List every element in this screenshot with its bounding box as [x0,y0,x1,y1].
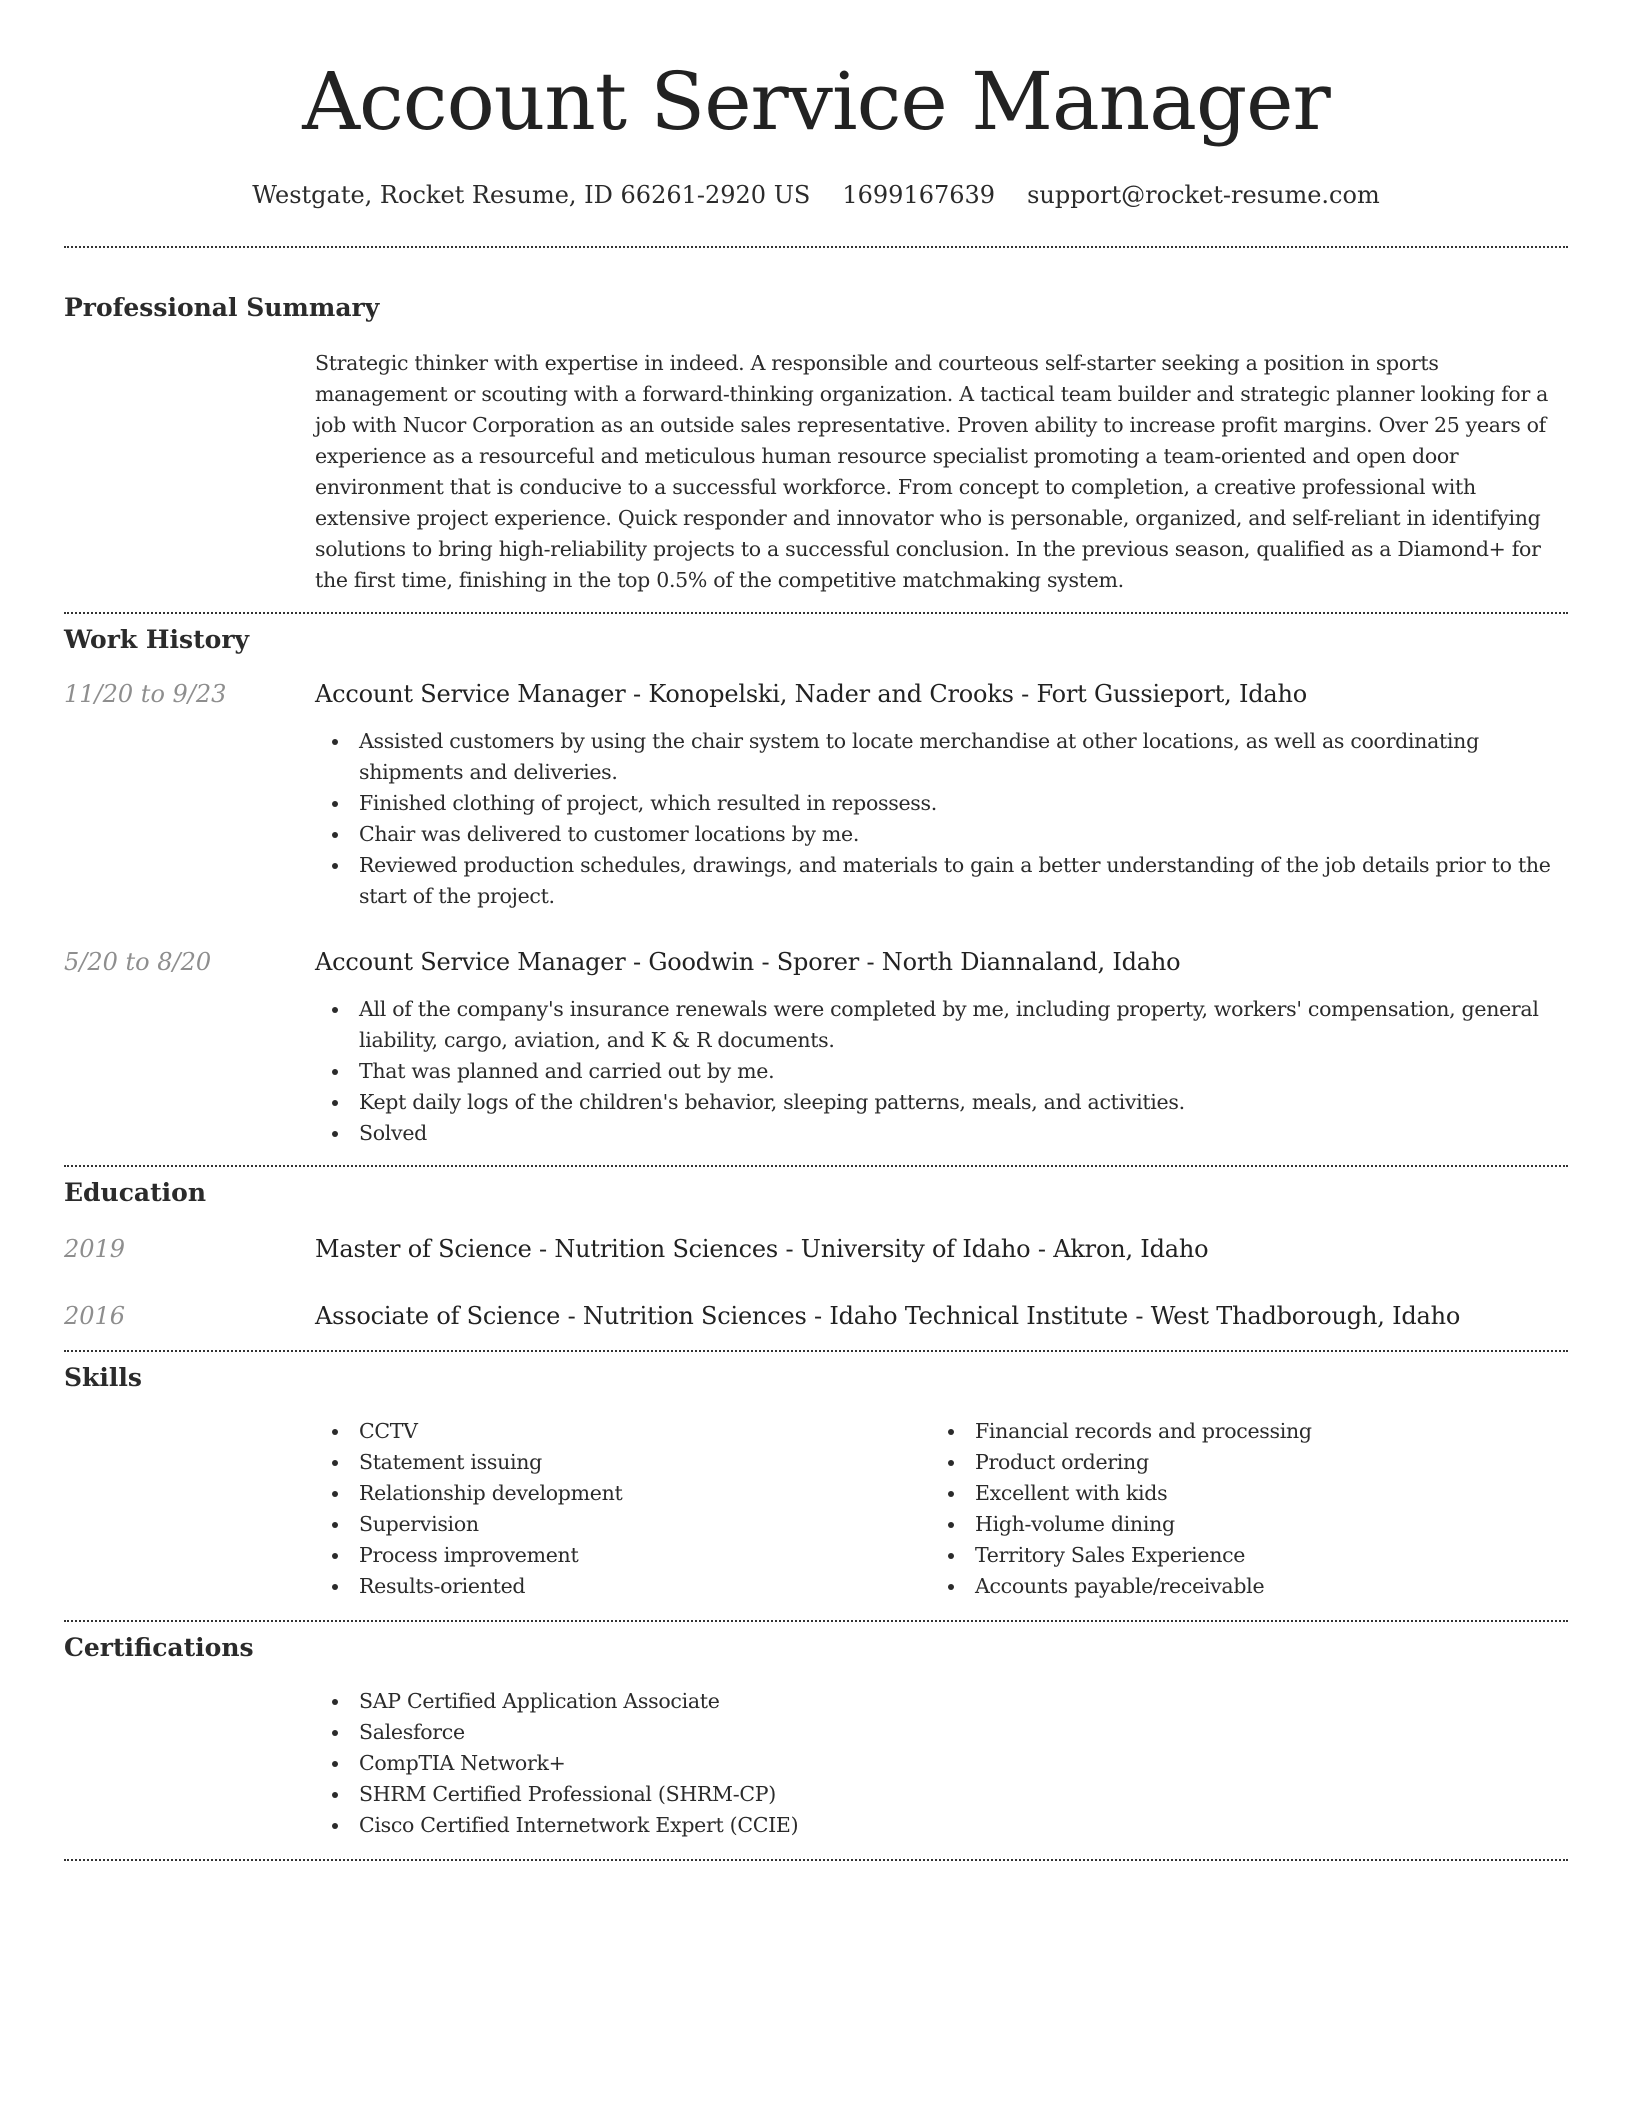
list-item: Product ordering [931,1447,1547,1478]
job-dates: 11/20 to 9/23 [64,680,227,708]
list-item: Kept daily logs of the children's behavior, sleeping patterns, meals, and activities. [315,1087,1568,1118]
certifications-heading: Certifications [64,1633,254,1662]
section-divider [64,246,1568,248]
job-heading: Account Service Manager - Konopelski, Nader and Crooks - Fort Gussieport, Idaho [315,680,1308,708]
resume-name: Account Service Manager [302,55,1330,148]
education-heading-text: Master of Science - Nutrition Sciences - University of Idaho - Akron, Idaho [315,1235,1209,1263]
work-history-heading: Work History [64,625,250,654]
certifications-list [315,1686,1568,1841]
job-bullets [315,726,1568,912]
list-item: Salesforce [315,1717,1568,1748]
education-year: 2016 [64,1302,126,1330]
contact-phone: 1699167639 [842,181,996,209]
list-item: Territory Sales Experience [931,1540,1547,1571]
list-item: Statement issuing [315,1447,931,1478]
skills-section [64,1362,1568,1602]
list-item: Financial records and processing [931,1416,1547,1447]
education-entry [64,1233,1568,1265]
job-heading: Account Service Manager - Goodwin - Sporer - North Diannaland, Idaho [315,948,1181,976]
section-divider [64,1620,1568,1622]
summary-section [64,292,1568,596]
summary-text: Strategic thinker with expertise in indeed. A responsible and courteous self-starter seeking a position in sports management or scouting with a forward-thinking organization. A tactical team builder and strategic planner looking for a job with Nucor Corporation as an outside sales representative. Proven ability to increase profit margins. Over 25 years of experience as a resourceful and meticulous human resource specialist promoting a team-oriented and open door environment that is conducive to a successful workforce. From concept to completion, a creative professional with extensive project experience. Quick responder and innovator who is personable, organized, and self-reliant in identifying solutions to bring high-reliability projects to a successful conclusion. In the previous season, qualified as a Diamond+ for the first time, finishing in the top 0.5% of the competitive matchmaking system. [315,351,1549,592]
contact-line [64,180,1568,210]
summary-heading: Professional Summary [64,293,380,322]
list-item: Relationship development [315,1478,931,1509]
job-entry [64,678,1568,912]
education-year: 2019 [64,1235,126,1263]
contact-address: Westgate, Rocket Resume, ID 66261-2920 US [252,181,811,209]
list-item: Assisted customers by using the chair system to locate merchandise at other locations, as well as coordinating shipments and deliveries. [315,726,1568,788]
list-item: CompTIA Network+ [315,1748,1568,1779]
list-item: Supervision [315,1509,931,1540]
skills-list-right [931,1416,1547,1602]
section-divider [64,612,1568,614]
job-bullets [315,994,1568,1149]
education-section [64,1177,1568,1332]
list-item: Cisco Certified Internetwork Expert (CCIE) [315,1810,1568,1841]
list-item: Excellent with kids [931,1478,1547,1509]
list-item: Process improvement [315,1540,931,1571]
list-item: Solved [315,1118,1568,1149]
list-item: Reviewed production schedules, drawings, and materials to gain a better understanding of the job details prior to the start of the project. [315,850,1568,912]
list-item: SAP Certified Application Associate [315,1686,1568,1717]
job-dates: 5/20 to 8/20 [64,948,212,976]
list-item: Chair was delivered to customer locations by me. [315,819,1568,850]
education-entry [64,1300,1568,1332]
list-item: That was planned and carried out by me. [315,1056,1568,1087]
section-divider [64,1350,1568,1352]
education-heading: Education [64,1178,207,1207]
skills-heading: Skills [64,1363,142,1392]
certifications-section [64,1632,1568,1841]
skills-columns [315,1416,1568,1602]
list-item: SHRM Certified Professional (SHRM-CP) [315,1779,1568,1810]
job-entry [64,946,1568,1149]
list-item: CCTV [315,1416,931,1447]
list-item: Results-oriented [315,1571,931,1602]
skills-list-left [315,1416,931,1602]
education-heading-text: Associate of Science - Nutrition Sciences - Idaho Technical Institute - West Thadborough, Idaho [315,1302,1461,1330]
work-history-section [64,624,1568,1149]
list-item: High-volume dining [931,1509,1547,1540]
list-item: Accounts payable/receivable [931,1571,1547,1602]
contact-email: support@rocket-resume.com [1027,181,1380,209]
list-item: Finished clothing of project, which resulted in repossess. [315,788,1568,819]
section-divider [64,1859,1568,1861]
section-divider [64,1165,1568,1167]
list-item: All of the company's insurance renewals were completed by me, including property, workers' compensation, general liability, cargo, aviation, and K & R documents. [315,994,1568,1056]
